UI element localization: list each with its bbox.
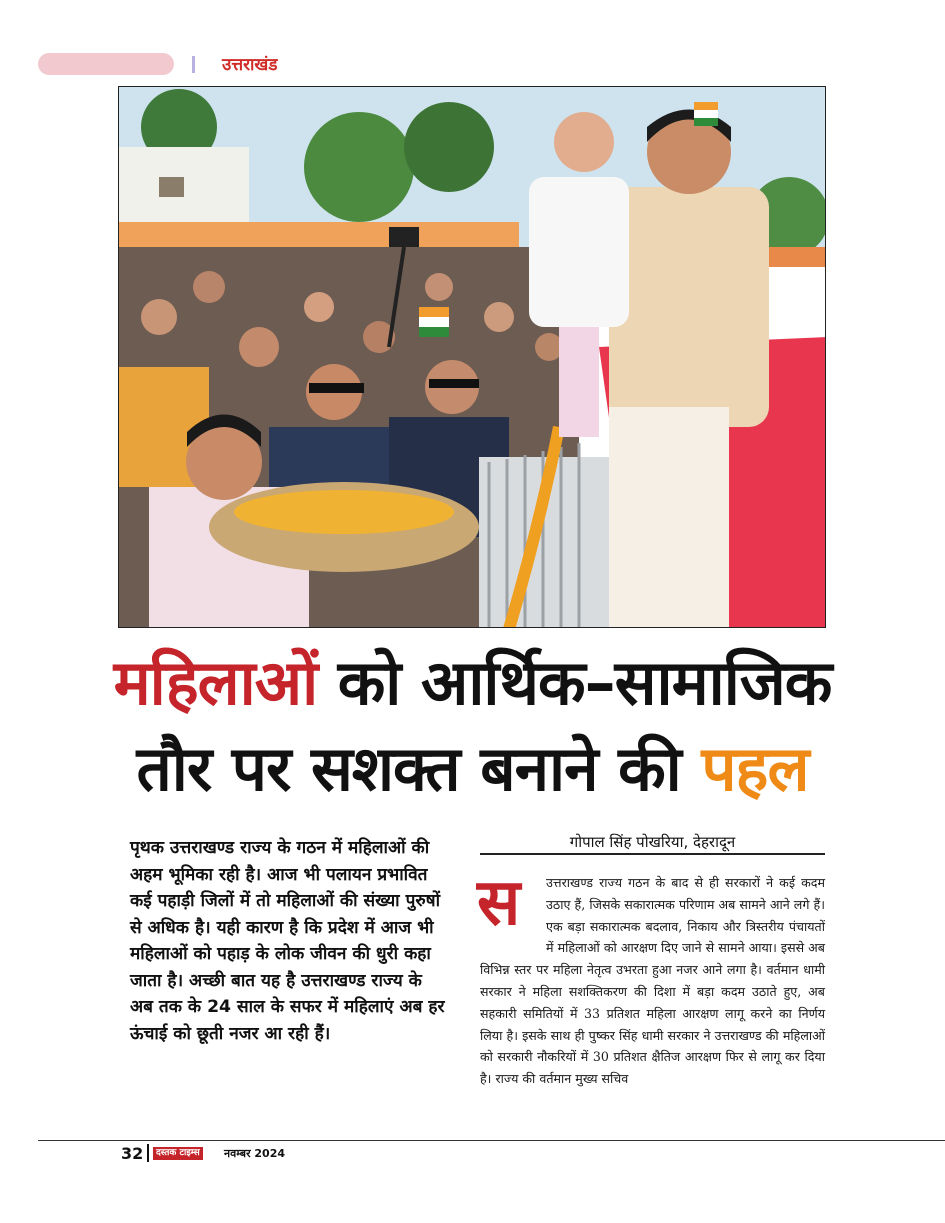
- headline: [100, 640, 845, 812]
- article-photo: [118, 86, 826, 628]
- footer-divider: [147, 1144, 149, 1162]
- headline-line-1: [100, 640, 845, 726]
- body-text: उत्तराखण्ड राज्य गठन के बाद से ही सरकारों ने कई कदम उठाए हैं, जिसके सकारात्मक परिणाम अब सामने आने लगे हैं। एक बड़ा सकारात्मक बदलाव, निकाय और त्रिस्तरीय पंचायतों में महिलाओं को आरक्षण दिए जाने से सामने आया। इससे अब विभिन्न स्तर पर महिला नेतृत्व उभरता हुआ नजर आने लगा है। वर्तमान धामी सरकार ने महिला सशक्तिकरण की दिशा में बड़ा कदम उठाते हुए, अब सहकारी समितियों में 33 प्रतिशत महिला आरक्षण लागू करने का निर्णय लिया है। इसके साथ ही पुष्कर सिंह धामी सरकार ने उत्तराखण्ड की महिलाओं को सरकारी नौकरियों में 30 प्रतिशत क्षैतिज आरक्षण फिर से लागू कर दिया है। राज्य की वर्तमान मुख्य सचिव: [480, 875, 825, 1087]
- byline-rule: [480, 853, 825, 855]
- section-title: उत्तराखंड: [222, 55, 278, 75]
- headline-line-1-rest: को आर्थिक–सामाजिक: [317, 646, 832, 719]
- headline-highlight-orange: पहल: [701, 732, 809, 805]
- section-pill: [38, 53, 174, 75]
- dropcap: स: [477, 866, 521, 940]
- section-divider: [192, 56, 195, 73]
- body-text-block: [480, 872, 825, 1090]
- magazine-logo: दस्तक टाइम्स: [153, 1147, 203, 1160]
- headline-line-2: [100, 726, 845, 812]
- footer-rule: [38, 1140, 945, 1141]
- issue-date: नवम्बर 2024: [224, 1147, 286, 1160]
- byline: गोपाल सिंह पोखरिया, देहरादून: [569, 833, 736, 851]
- headline-highlight-red: महिलाओं: [113, 646, 318, 719]
- headline-line-2-start: तौर पर सशक्त बनाने की: [136, 732, 702, 805]
- intro-paragraph: पृथक उत्तराखण्ड राज्य के गठन में महिलाओं की अहम भूमिका रही है। आज भी पलायन प्रभावित कई पहाड़ी जिलों में तो महिलाओं की संख्या पुरुषों से अधिक है। यही कारण है कि प्रदेश में आज भी महिलाओं को पहाड़ के लोक जीवन की धुरी कहा जाता है। अच्छी बात यह है उत्तराखण्ड राज्य के अब तक के 24 साल के सफर में महिलाएं अब हर ऊंचाई को छूती नजर आ रही हैं।: [130, 838, 445, 1044]
- page-number: 32: [121, 1144, 144, 1163]
- dropcap-spacer: [480, 872, 546, 958]
